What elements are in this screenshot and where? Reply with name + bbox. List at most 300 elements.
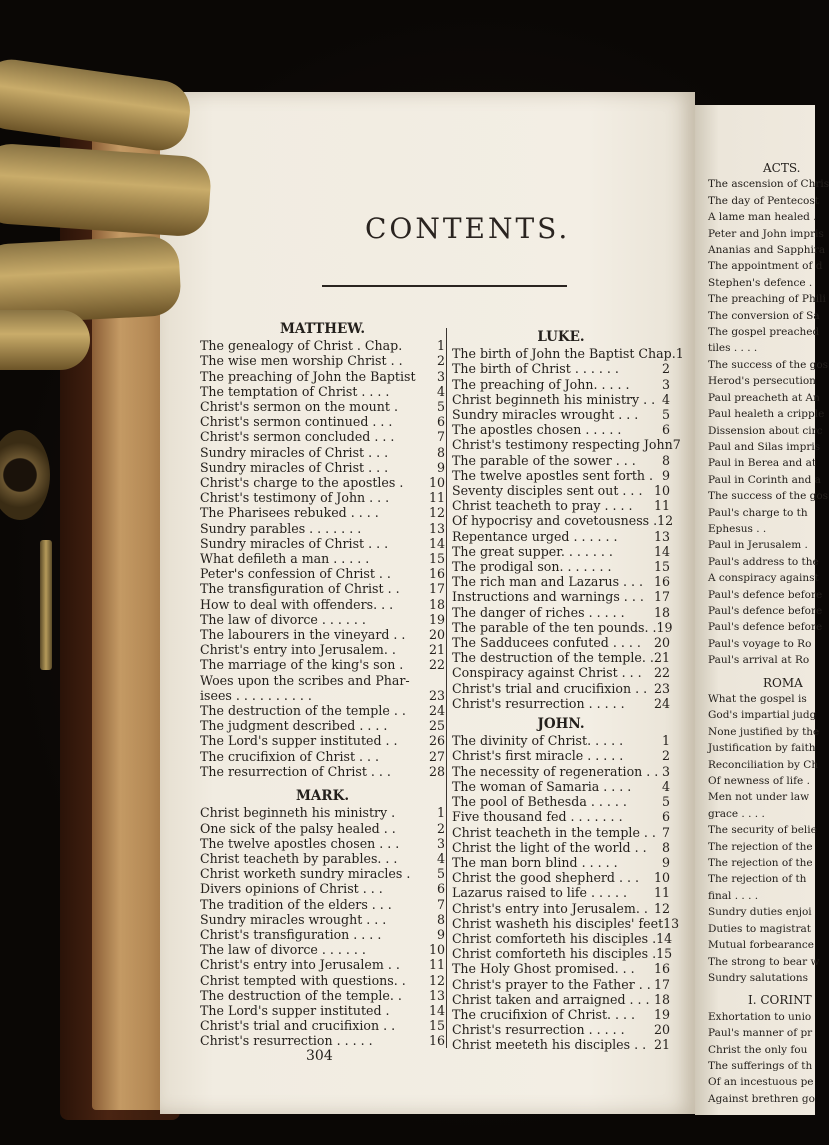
toc-entry — [200, 414, 445, 429]
toc-entry — [200, 551, 445, 566]
toc-entry-chapter: 17 — [653, 589, 670, 605]
mark-list — [200, 805, 445, 1048]
toc-entry-title: Christ's prayer to the Father . . — [452, 976, 651, 992]
toc-entry-chapter: 3 — [436, 835, 445, 851]
toc-entry — [452, 619, 673, 635]
toc-entry: The preaching of Phili — [708, 293, 826, 306]
toc-entry-title: Christ teacheth to pray . . . . — [452, 498, 633, 514]
toc-entry: The success of the gos — [708, 358, 829, 371]
toc-entry-chapter: 17 — [653, 976, 670, 992]
toc-entry-title: Christ's charge to the apostles . — [200, 475, 404, 491]
toc-entry-chapter: 9 — [661, 467, 670, 483]
toc-entry — [200, 957, 445, 972]
toc-entry-title: Sundry miracles of Christ . . . — [200, 444, 389, 460]
toc-entry: God's impartial judg — [708, 709, 817, 722]
toc-entry-chapter: 3 — [661, 763, 670, 779]
toc-entry-chapter: 6 — [661, 809, 670, 825]
toc-entry-title: Christ's trial and crucifixion . . — [452, 680, 648, 696]
toc-entry: None justified by the — [708, 725, 820, 738]
toc-entry-title: Christ's resurrection . . . . . — [452, 695, 625, 711]
toc-entry-title: Christ tempted with questions. . — [200, 972, 406, 988]
toc-entry — [200, 1018, 445, 1033]
toc-entry-title: The preaching of John the Baptist — [200, 368, 416, 384]
toc-entry — [200, 536, 445, 551]
toc-entry-title: The Sadducees confuted . . . . — [452, 635, 641, 651]
toc-entry: Exhortation to unio — [708, 1010, 812, 1023]
toc-entry: final . . . . — [708, 889, 759, 902]
toc-entry — [200, 749, 445, 764]
toc-entry-title: The woman of Samaria . . . . — [452, 778, 632, 794]
toc-entry-title: Repentance urged . . . . . . — [452, 528, 618, 544]
title-rule — [322, 285, 567, 287]
toc-entry-chapter: 20 — [428, 627, 445, 643]
toc-entry-title: The wise men worship Christ . . — [200, 353, 403, 369]
toc-entry — [200, 764, 445, 779]
toc-entry-chapter: 13 — [653, 528, 670, 544]
toc-entry: Christ the only fou — [708, 1043, 808, 1056]
toc-entry — [452, 930, 673, 946]
toc-entry: Paul preacheth at An — [708, 391, 820, 404]
toc-entry — [452, 825, 670, 840]
toc-entry — [200, 612, 445, 627]
toc-entry-title: The Lord's supper instituted . — [200, 1002, 390, 1018]
toc-entry — [452, 483, 670, 498]
toc-entry-chapter: 14 — [428, 535, 445, 551]
toc-entry — [452, 377, 670, 392]
toc-entry-chapter: 2 — [436, 353, 445, 369]
toc-entry-title: The Pharisees rebuked . . . . — [200, 505, 379, 521]
toc-entry — [200, 597, 445, 612]
toc-entry: Paul and Silas impris — [708, 440, 821, 453]
toc-entry-title: The preaching of John. . . . . — [452, 376, 630, 392]
toc-entry — [452, 961, 670, 976]
brass-clasp — [0, 30, 215, 370]
toc-entry-title: Christ the light of the world . . — [452, 839, 647, 855]
toc-entry-title: Christ's sermon concluded . . . — [200, 429, 395, 445]
toc-entry-title: Sundry miracles wrought . . . — [200, 911, 387, 927]
toc-entry — [200, 642, 445, 657]
toc-entry-title: The crucifixion of Christ. . . . — [452, 1006, 636, 1022]
toc-entry-chapter: 20 — [653, 1022, 670, 1038]
toc-entry: Against brethren go — [708, 1092, 815, 1105]
left-column — [200, 322, 445, 1049]
toc-entry-chapter: 4 — [661, 391, 670, 407]
toc-entry: Paul healeth a cripple — [708, 408, 825, 421]
toc-entry — [200, 881, 445, 896]
toc-entry — [200, 897, 445, 912]
toc-entry: Reconciliation by Ch — [708, 758, 819, 771]
toc-entry-chapter: 22 — [653, 665, 670, 681]
toc-entry-title: Christ's sermon continued . . . — [200, 414, 393, 430]
section-heading-mark: MARK. — [295, 788, 350, 805]
toc-entry-title: The apostles chosen . . . . . — [452, 422, 622, 438]
toc-entry-title: Divers opinions of Christ . . . — [200, 881, 383, 897]
section-heading-luke: LUKE. — [537, 329, 585, 345]
toc-entry: Paul's defence before — [708, 621, 823, 634]
toc-entry-chapter: 3 — [661, 376, 670, 392]
toc-entry-title: The Holy Ghost promised. . . — [452, 961, 635, 977]
toc-entry-title: Seventy disciples sent out . . . — [452, 483, 643, 499]
toc-entry — [452, 855, 670, 870]
toc-entry: Paul in Corinth and a — [708, 473, 821, 486]
toc-entry-chapter: 9 — [661, 854, 670, 870]
toc-entry: Dissension about circ — [708, 424, 823, 437]
toc-entry-chapter: 7 — [661, 824, 670, 840]
toc-entry — [452, 1007, 670, 1022]
toc-entry-chapter: 23 — [653, 680, 670, 696]
toc-entry — [452, 901, 670, 916]
toc-entry-title: The pool of Bethesda . . . . . — [452, 794, 627, 810]
toc-entry — [452, 468, 670, 483]
toc-entry-chapter: 25 — [428, 718, 445, 734]
toc-entry — [452, 885, 670, 900]
toc-entry: Paul's charge to th — [708, 506, 808, 519]
toc-entry-chapter: 10 — [653, 870, 670, 886]
toc-entry-chapter: 6 — [436, 414, 445, 430]
toc-entry: The security of belie — [708, 824, 817, 837]
luke-list — [452, 346, 684, 711]
toc-entry-chapter: 14 — [428, 1002, 445, 1018]
toc-entry — [452, 346, 684, 362]
john-list — [452, 733, 680, 1053]
toc-entry-title: The transfiguration of Christ . . — [200, 581, 400, 597]
toc-entry-chapter: 27 — [428, 748, 445, 764]
toc-entry — [452, 1037, 670, 1052]
toc-entry: Mutual forbearance — [708, 939, 815, 952]
toc-entry: Sundry salutations — [708, 971, 809, 984]
toc-entry — [452, 870, 670, 885]
right-page-text — [708, 160, 829, 1107]
toc-entry: The conversion of Sa — [708, 309, 820, 322]
toc-entry-title: The tradition of the elders . . . — [200, 896, 392, 912]
toc-entry — [452, 946, 673, 962]
toc-entry-title: Christ's resurrection . . . . . — [452, 1022, 625, 1038]
toc-entry-title: Woes upon the scribes and Phar- — [200, 672, 410, 688]
toc-entry: tiles . . . . — [708, 342, 758, 355]
toc-entry — [200, 688, 445, 703]
toc-entry: What the gospel is — [708, 693, 807, 705]
toc-entry-chapter: 1 — [436, 338, 445, 354]
toc-entry: The appointment of d — [708, 260, 823, 273]
toc-entry — [452, 696, 670, 711]
toc-entry-title: Sundry miracles of Christ . . . — [200, 459, 389, 475]
toc-entry — [452, 840, 670, 855]
toc-entry-chapter: 24 — [428, 703, 445, 719]
toc-entry: Men not under law — [708, 791, 810, 804]
toc-entry — [200, 912, 445, 927]
toc-entry: Peter and John impris — [708, 227, 824, 240]
toc-entry: The rejection of the — [708, 840, 813, 853]
toc-entry-title: The parable of the sower . . . — [452, 452, 636, 468]
toc-entry: The sufferings of th — [708, 1059, 813, 1072]
toc-entry — [452, 437, 681, 453]
toc-entry — [452, 1022, 670, 1037]
toc-entry-chapter: 7 — [672, 437, 681, 453]
toc-entry: The success of the gos — [708, 490, 829, 503]
toc-entry — [452, 513, 674, 529]
toc-entry-title: The divinity of Christ. . . . . — [452, 733, 624, 749]
toc-entry-title: The necessity of regeneration . . — [452, 763, 659, 779]
toc-entry — [452, 544, 670, 559]
toc-entry — [452, 681, 670, 696]
toc-entry: The day of Pentecost — [708, 194, 819, 207]
toc-entry — [200, 445, 445, 460]
toc-entry-title: The law of divorce . . . . . . — [200, 942, 366, 958]
toc-entry-chapter: 16 — [653, 961, 670, 977]
toc-entry-title: The marriage of the king's son . — [200, 657, 404, 673]
toc-entry-title: Christ washeth his disciples' feet — [452, 915, 664, 931]
toc-entry-chapter: 6 — [436, 881, 445, 897]
toc-entry-title: Christ's trial and crucifixion . . — [200, 1018, 396, 1034]
toc-entry — [452, 361, 670, 376]
toc-entry — [200, 490, 445, 505]
toc-entry — [452, 650, 670, 665]
toc-entry-title: Sundry parables . . . . . . . — [200, 520, 362, 536]
page-number: 304 — [306, 1048, 333, 1064]
toc-entry: Ananias and Sapphira — [708, 244, 826, 257]
toc-entry-chapter: 9 — [436, 459, 445, 475]
toc-entry-chapter: 13 — [428, 987, 445, 1003]
toc-entry: grace . . . . — [708, 807, 765, 820]
toc-entry-title: Lazarus raised to life . . . . . — [452, 885, 627, 901]
toc-entry-chapter: 5 — [436, 399, 445, 415]
toc-entry-title: The parable of the ten pounds. . — [452, 619, 657, 635]
toc-entry-title: Sundry miracles wrought . . . — [452, 407, 639, 423]
toc-entry-title: Christ's entry into Jerusalem. . — [452, 900, 648, 916]
toc-entry: Of newness of life . — [708, 775, 810, 788]
toc-entry — [452, 605, 670, 620]
toc-entry-chapter: 26 — [428, 733, 445, 749]
toc-entry-title: Christ taken and arraigned . . . — [452, 991, 650, 1007]
toc-entry-title: Christ's transfiguration . . . . — [200, 926, 382, 942]
toc-entry-title: How to deal with offenders. . . — [200, 596, 394, 612]
toc-entry-title: Five thousand fed . . . . . . . — [452, 809, 623, 825]
toc-entry — [200, 973, 445, 988]
toc-entry-chapter: 16 — [653, 574, 670, 590]
toc-entry — [452, 453, 670, 468]
toc-entry-title: Christ's resurrection . . . . . — [200, 1033, 373, 1049]
toc-entry-title: What defileth a man . . . . . — [200, 551, 370, 567]
toc-entry-title: The great supper. . . . . . . — [452, 543, 613, 559]
toc-entry — [200, 384, 445, 399]
toc-entry-chapter: 11 — [428, 490, 445, 506]
toc-entry — [200, 733, 445, 748]
toc-entry-chapter: 5 — [661, 407, 670, 423]
toc-entry — [452, 809, 670, 824]
toc-entry-title: The destruction of the temple. . — [452, 650, 654, 666]
toc-entry — [200, 475, 445, 490]
toc-entry — [452, 422, 670, 437]
toc-entry-chapter: 4 — [436, 850, 445, 866]
toc-entry — [200, 805, 445, 820]
toc-entry-chapter: 28 — [428, 763, 445, 779]
toc-entry-title: Christ comforteth his disciples . — [452, 946, 657, 962]
toc-entry — [200, 821, 445, 836]
toc-entry-chapter: 1 — [661, 733, 670, 749]
toc-entry-chapter: 19 — [653, 1006, 670, 1022]
toc-entry-chapter: 4 — [661, 778, 670, 794]
toc-entry-chapter: 21 — [428, 642, 445, 658]
toc-entry-chapter: 11 — [428, 957, 445, 973]
toc-entry: Paul's address to the — [708, 555, 819, 568]
toc-entry: The rejection of th — [708, 873, 807, 886]
toc-entry-title: The law of divorce . . . . . . — [200, 611, 366, 627]
toc-entry — [200, 927, 445, 942]
toc-entry — [200, 627, 445, 642]
toc-entry-chapter: 15 — [428, 551, 445, 567]
toc-entry: Duties to magistrat — [708, 922, 811, 935]
toc-entry — [452, 529, 670, 544]
toc-entry-chapter: 8 — [436, 444, 445, 460]
toc-entry-title: Instructions and warnings . . . — [452, 589, 644, 605]
toc-entry — [452, 992, 670, 1007]
toc-entry-chapter: 7 — [436, 896, 445, 912]
toc-entry — [452, 764, 670, 779]
toc-entry-chapter: 3 — [436, 368, 445, 384]
toc-entry — [200, 866, 445, 881]
toc-entry — [200, 353, 445, 368]
toc-entry — [200, 988, 445, 1003]
toc-entry-chapter: 11 — [653, 498, 670, 514]
toc-entry-chapter: 6 — [661, 422, 670, 438]
toc-entry-chapter: 21 — [653, 650, 670, 666]
toc-entry-title: Christ beginneth his ministry . — [200, 805, 396, 821]
toc-entry — [452, 665, 670, 680]
page-title: CONTENTS. — [365, 212, 571, 245]
toc-entry-chapter: 9 — [436, 926, 445, 942]
toc-entry — [200, 703, 445, 718]
toc-entry-title: The twelve apostles chosen . . . — [200, 835, 400, 851]
toc-entry-chapter: 10 — [653, 483, 670, 499]
toc-entry — [452, 915, 680, 931]
toc-entry-chapter: 10 — [428, 942, 445, 958]
toc-entry-chapter: 13 — [663, 915, 680, 931]
toc-entry-title: The birth of John the Baptist Chap. — [452, 346, 676, 362]
toc-entry-chapter: 2 — [661, 748, 670, 764]
toc-entry-chapter: 8 — [661, 452, 670, 468]
toc-entry — [200, 657, 445, 672]
matthew-list — [200, 338, 445, 779]
romans-list — [708, 691, 829, 986]
toc-entry-title: The resurrection of Christ . . . — [200, 763, 391, 779]
toc-entry-chapter: 13 — [428, 520, 445, 536]
toc-entry-chapter: 1 — [675, 346, 684, 362]
toc-entry-chapter: 4 — [436, 383, 445, 399]
toc-entry-chapter: 14 — [656, 930, 673, 946]
toc-entry — [200, 566, 445, 581]
toc-entry: Paul's manner of pr — [708, 1027, 813, 1040]
toc-entry-chapter: 18 — [653, 991, 670, 1007]
toc-entry-title: Of hypocrisy and covetousness . — [452, 513, 658, 529]
toc-entry — [200, 718, 445, 733]
toc-entry: Paul's voyage to Ro — [708, 637, 812, 650]
toc-entry-title: isees . . . . . . . . . . — [200, 687, 312, 703]
toc-entry-chapter: 12 — [428, 972, 445, 988]
toc-entry-title: One sick of the palsy healed . . — [200, 820, 396, 836]
toc-entry — [200, 836, 445, 851]
toc-entry: The rejection of the — [708, 857, 813, 870]
toc-entry — [200, 851, 445, 866]
toc-entry-chapter: 8 — [436, 911, 445, 927]
toc-entry-title: Christ's first miracle . . . . . — [452, 748, 624, 764]
toc-entry-title: Christ comforteth his disciples . — [452, 930, 657, 946]
toc-entry-title: The genealogy of Christ . Chap. — [200, 338, 403, 354]
toc-entry-title: The labourers in the vineyard . . — [200, 627, 406, 643]
toc-entry — [200, 460, 445, 475]
clasp-pin — [40, 540, 52, 670]
column-divider — [446, 328, 447, 1048]
toc-entry: The strong to bear w — [708, 955, 820, 968]
toc-entry-title: Peter's confession of Christ . . — [200, 566, 391, 582]
toc-entry-title: Christ teacheth by parables. . . — [200, 850, 398, 866]
toc-entry-title: The man born blind . . . . . — [452, 854, 618, 870]
toc-entry-chapter: 1 — [436, 805, 445, 821]
toc-entry — [200, 673, 445, 688]
toc-entry — [200, 429, 445, 444]
toc-entry-title: The Lord's supper instituted . . — [200, 733, 398, 749]
toc-entry-chapter: 10 — [428, 475, 445, 491]
toc-entry — [452, 392, 670, 407]
section-heading-matthew: MATTHEW. — [279, 321, 366, 337]
toc-entry-chapter: 23 — [428, 687, 445, 703]
toc-entry: Stephen's defence . — [708, 276, 813, 289]
toc-entry-chapter: 15 — [653, 559, 670, 575]
toc-entry-chapter: 14 — [653, 543, 670, 559]
toc-entry: The gospel preached — [708, 326, 820, 339]
toc-entry-chapter: 2 — [661, 361, 670, 377]
toc-entry-title: Christ's testimony respecting John — [452, 437, 673, 453]
toc-entry-chapter: 18 — [653, 604, 670, 620]
toc-entry: Paul in Berea and at — [708, 457, 817, 470]
toc-entry-chapter: 19 — [428, 611, 445, 627]
toc-entry — [200, 369, 445, 384]
toc-entry-chapter: 15 — [656, 946, 673, 962]
toc-entry-chapter: 12 — [428, 505, 445, 521]
toc-entry-chapter: 2 — [436, 820, 445, 836]
toc-entry — [452, 574, 670, 589]
toc-entry: Paul in Jerusalem . — [708, 539, 808, 552]
toc-entry-chapter: 7 — [436, 429, 445, 445]
toc-entry-title: Christ teacheth in the temple . . — [452, 824, 656, 840]
toc-entry-title: Christ beginneth his ministry . . — [452, 391, 656, 407]
toc-entry — [452, 498, 670, 513]
toc-entry-title: The crucifixion of Christ . . . — [200, 748, 380, 764]
toc-entry — [452, 589, 670, 604]
toc-entry: A conspiracy against — [708, 572, 819, 585]
toc-entry — [200, 581, 445, 596]
toc-entry-chapter: 19 — [656, 619, 673, 635]
toc-entry — [200, 1033, 445, 1048]
right-column — [452, 329, 684, 1053]
toc-entry: Of an incestuous pe — [708, 1076, 814, 1089]
toc-entry — [200, 399, 445, 414]
toc-entry-title: Christ's entry into Jerusalem. . — [200, 642, 396, 658]
toc-entry-title: The destruction of the temple . . — [200, 703, 406, 719]
section-heading-john: JOHN. — [537, 716, 585, 733]
toc-entry-chapter: 20 — [653, 635, 670, 651]
toc-entry-title: The judgment described . . . . — [200, 718, 388, 734]
toc-entry-title: Christ the good shepherd . . . — [452, 870, 639, 886]
toc-entry-title: The danger of riches . . . . . — [452, 604, 625, 620]
toc-entry-title: The prodigal son. . . . . . . — [452, 559, 612, 575]
toc-entry-title: Christ's sermon on the mount . — [200, 399, 398, 415]
toc-entry: A lame man healed . — [708, 211, 817, 224]
toc-entry-title: Sundry miracles of Christ . . . — [200, 535, 389, 551]
toc-entry — [452, 977, 670, 992]
toc-entry — [200, 521, 445, 536]
toc-entry — [452, 635, 670, 650]
section-heading-corinthians: I. CORINT — [748, 993, 812, 1008]
